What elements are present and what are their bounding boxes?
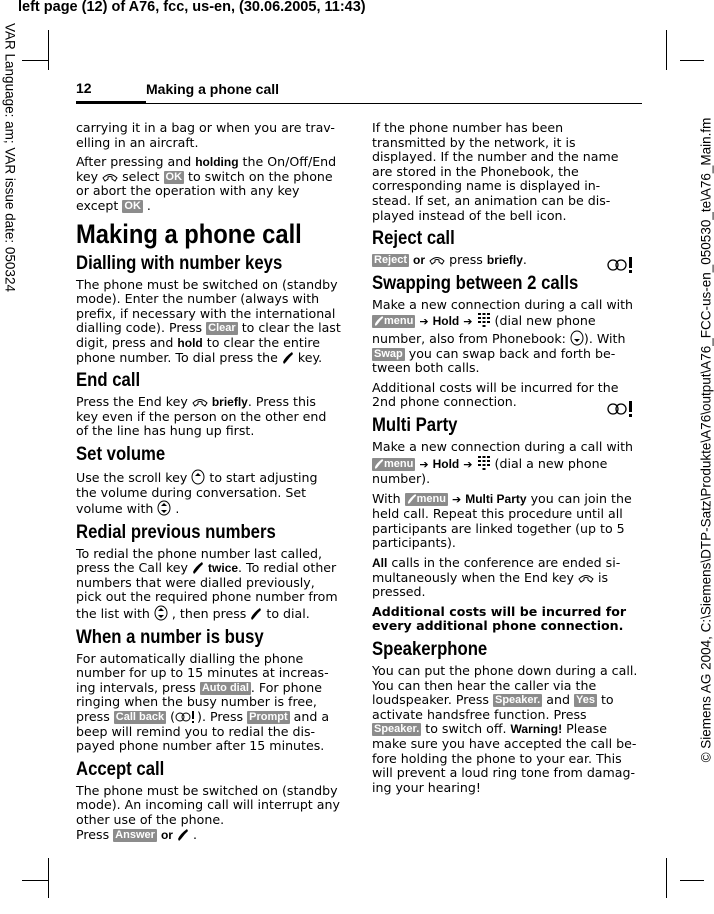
ok-softkey: OK xyxy=(124,199,141,212)
paragraph: Additional costs will be incurred for the 2nd phone connection. xyxy=(372,379,619,410)
section-heading: Speakerphone xyxy=(372,639,488,661)
section-heading: Swapping between 2 calls xyxy=(372,272,579,294)
speaker-softkey: Speaker. xyxy=(494,694,541,707)
print-header: left page (12) of A76, fcc, us-en, (30.06.2005, 11:43) xyxy=(18,0,366,15)
crop-mark xyxy=(22,60,48,61)
scroll-key-up-icon xyxy=(191,469,205,485)
call-menu-softkey: menu xyxy=(372,458,415,471)
header-rule xyxy=(146,103,642,104)
call-back-softkey: Call back xyxy=(115,711,165,724)
ok-softkey: OK xyxy=(165,170,183,183)
paragraph: Use the scroll key to start adjusting the volume during conversation. Set volume with . xyxy=(76,469,318,517)
arrow-icon: ➔ xyxy=(463,315,473,329)
prompt-softkey: Prompt xyxy=(249,711,288,724)
paragraph: The phone must be switched on (standby mode). An incoming call will interrupt any other use of the phone. Press Answer or . xyxy=(76,782,340,842)
scroll-key-icon xyxy=(157,500,171,516)
paragraph: Make a new connection during a call with menu ➔ Hold ➔ (dial new phone number, also from Phonebook: ). With Swap you can swap back and forth be-tween both calls. xyxy=(372,296,634,376)
paragraph: If the phone number has been transmitted by the network, it is displayed. If the number and the name are stored in the Phonebook, the corresponding name is displayed in-stead. If set, an animation can be dis-played instead of the bell icon. xyxy=(372,120,619,223)
crop-mark xyxy=(48,30,49,70)
network-dependent-icon xyxy=(606,256,636,274)
running-title: Making a phone call xyxy=(146,81,280,97)
yes-softkey: Yes xyxy=(575,694,595,707)
end-key-icon xyxy=(578,573,594,585)
end-key-icon xyxy=(429,255,445,267)
answer-softkey: Answer xyxy=(115,828,155,841)
section-heading: Redial previous numbers xyxy=(76,521,276,543)
scroll-key-icon xyxy=(154,605,168,621)
crop-mark xyxy=(666,858,667,898)
crop-mark xyxy=(680,60,704,61)
call-key-icon xyxy=(374,458,384,470)
paragraph: Reject or press briefly. xyxy=(374,252,527,268)
left-column xyxy=(76,121,342,847)
auto-dial-softkey: Auto dial xyxy=(201,681,249,694)
section-heading: Set volume xyxy=(76,443,166,465)
arrow-icon: ➔ xyxy=(419,457,429,471)
paragraph: Make a new connection during a call with menu ➔ Hold ➔ (dial a new phone number). xyxy=(372,438,634,487)
swap-softkey: Swap xyxy=(374,347,403,360)
call-key-icon xyxy=(177,828,189,842)
right-column xyxy=(372,121,638,800)
paragraph: With menu ➔ Multi Party you can join the held call. Repeat this procedure until all participants are linked together (up to 5 participants). xyxy=(372,490,632,551)
paragraph: Additional costs will be incurred for every additional phone connection. xyxy=(372,603,627,634)
network-dependent-icon xyxy=(175,710,197,724)
paragraph: For automatically dialling the phone number for up to 15 minutes at increas-ing intervals, press Auto dial . For phone ringing when the busy number is free, press Call back ( ). Press Prompt and a beep will remind you to redial the dis-payed phone number after 15 minutes. xyxy=(76,650,330,754)
end-key-icon xyxy=(192,397,208,409)
page-title: Making a phone call xyxy=(76,218,302,249)
crop-mark xyxy=(680,880,704,881)
left-margin-text: VAR Language: am; VAR issue date: 050324 xyxy=(2,23,18,292)
paragraph: After pressing and holding the On/Off/End key select OK to switch on the phone or abort the operation with any key except OK . xyxy=(76,154,337,213)
network-dependent-icon xyxy=(606,400,636,418)
paragraph: The phone must be switched on (standby mode). Enter the number (always with prefix, if necessary with the international dialling code). Press Clear to clear the last digit, press and hold to clear the entire phone number. To dial press the key. xyxy=(76,276,341,365)
call-menu-softkey: menu xyxy=(405,493,448,506)
reject-softkey: Reject xyxy=(374,254,408,267)
crop-mark xyxy=(48,858,49,898)
keypad-icon xyxy=(477,312,491,328)
section-heading: Accept call xyxy=(76,758,165,780)
section-heading: End call xyxy=(76,370,141,392)
call-key-icon xyxy=(374,315,384,327)
end-key-icon xyxy=(102,172,118,184)
menu-item: Multi Party xyxy=(465,491,527,506)
page-number: 12 xyxy=(76,80,92,96)
call-key-icon xyxy=(282,351,294,365)
scroll-key-down-icon xyxy=(570,330,584,346)
arrow-icon: ➔ xyxy=(419,315,429,329)
keypad-icon xyxy=(477,455,491,471)
section-heading: Reject call xyxy=(372,228,455,250)
call-key-icon xyxy=(407,493,417,505)
section-heading: Multi Party xyxy=(372,414,458,436)
call-key-icon xyxy=(250,607,262,621)
header-rule-thick xyxy=(76,101,146,104)
right-margin-text: © Siemens AG 2004, C:\Siemens\DTP-Satz\Produkte\A76\output\A76_FCC-us-en_050530_te\A76_Main.fm xyxy=(698,117,714,763)
call-menu-softkey: menu xyxy=(372,315,415,328)
menu-item: Hold xyxy=(432,314,460,329)
clear-softkey: Clear xyxy=(208,322,236,335)
paragraph: Press the End key briefly. Press this key even if the person on the other end of the line has hung up first. xyxy=(76,394,327,439)
paragraph: All calls in the conference are ended si-multaneously when the End key is pressed. xyxy=(372,555,621,600)
section-heading: Dialling with number keys xyxy=(76,252,283,274)
paragraph: To redial the phone number last called, press the Call key twice. To redial other numbers that were dialled previously, pick out the required phone number from the list with , then press to dial. xyxy=(76,545,338,622)
crop-mark xyxy=(22,880,48,881)
call-key-icon xyxy=(192,561,204,575)
speaker-softkey: Speaker. xyxy=(374,723,420,736)
arrow-icon: ➔ xyxy=(463,457,473,471)
menu-item: Hold xyxy=(432,456,460,471)
arrow-icon: ➔ xyxy=(451,492,462,506)
crop-mark xyxy=(666,30,667,70)
paragraph: carrying it in a bag or when you are trav-elling in an aircraft. xyxy=(76,120,335,150)
paragraph: You can put the phone down during a call. You can then hear the caller via the loudspeaker. Press Speaker. and Yes to activate handsfree function. Press Speaker. to switch off. Warning! Please make sure you have accepted the call be-fore holding the phone to your ear. This will prevent a loud ring tone from damag-ing your hearing! xyxy=(372,663,638,795)
section-heading: When a number is busy xyxy=(76,626,264,648)
